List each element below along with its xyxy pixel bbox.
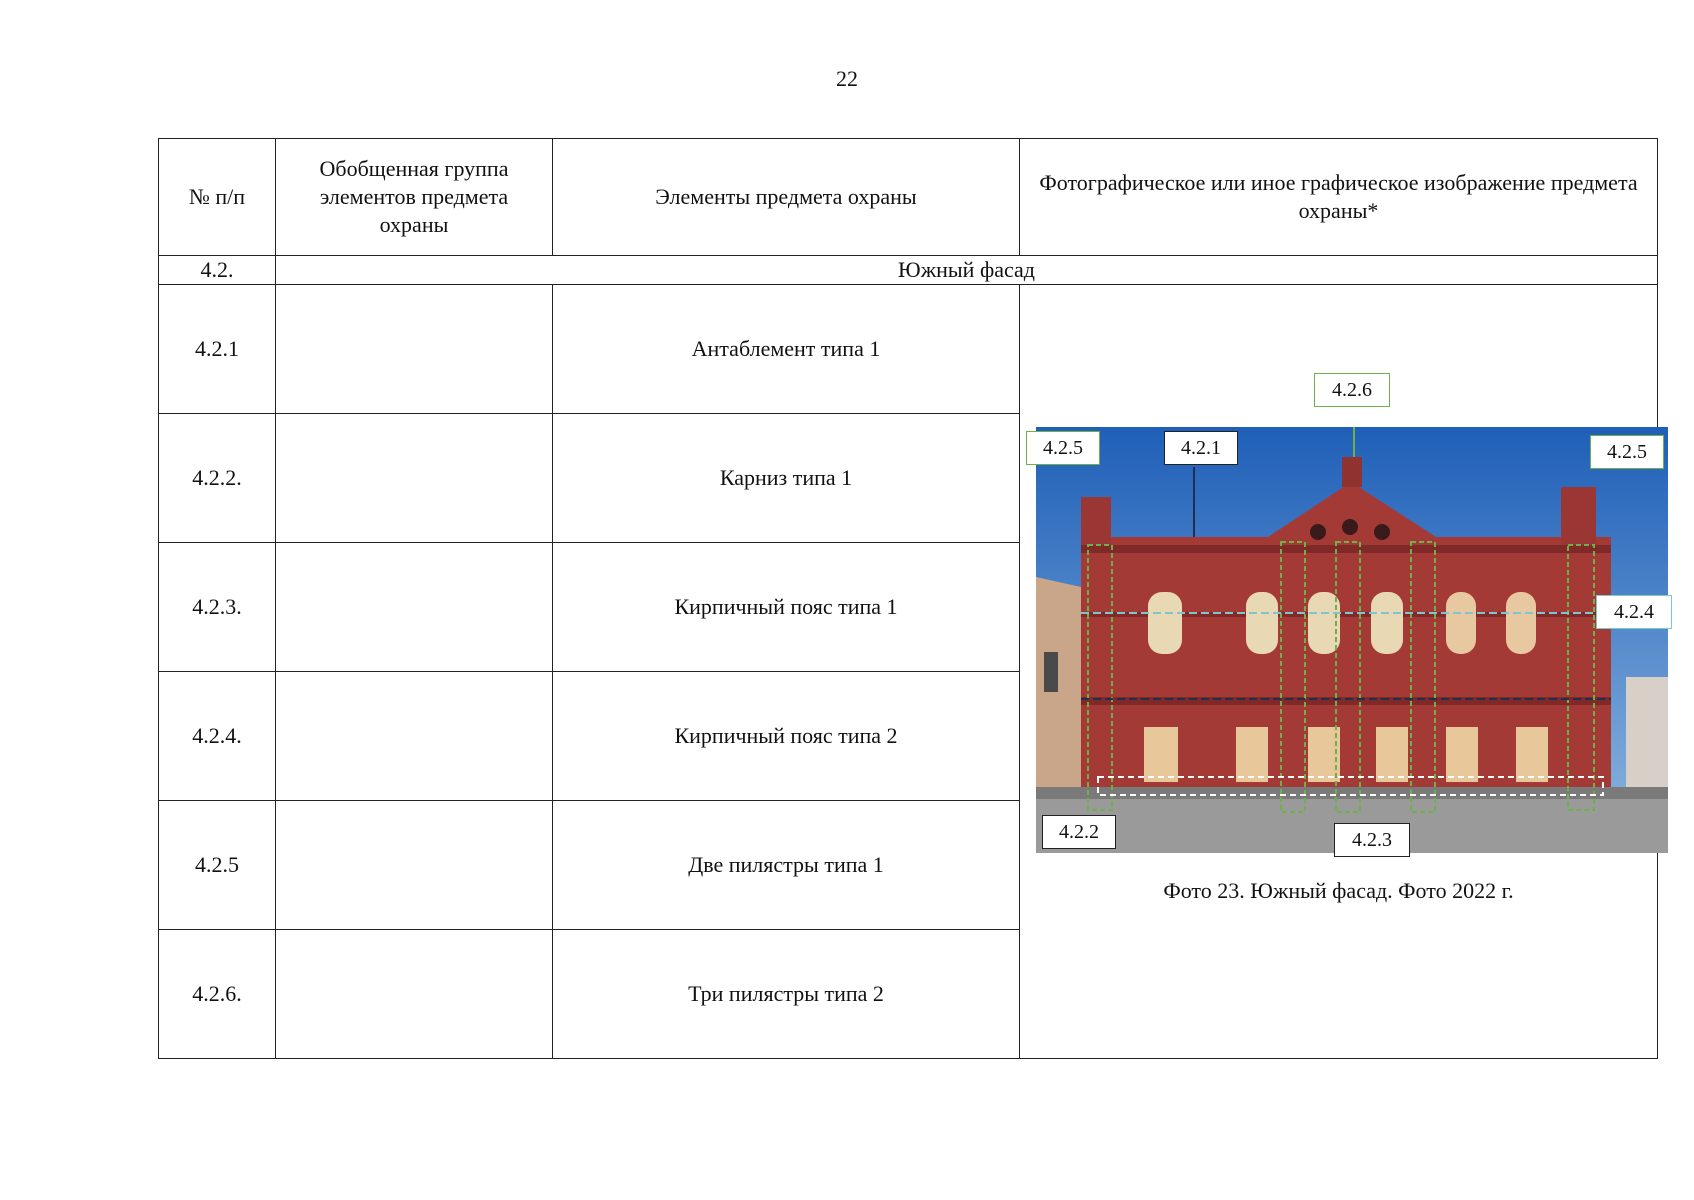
row-element: Антаблемент типа 1	[553, 285, 1020, 414]
section-row	[159, 256, 1658, 285]
row-number: 4.2.6.	[159, 930, 276, 1059]
row-group	[276, 285, 553, 414]
row-element: Кирпичный пояс типа 1	[553, 543, 1020, 672]
row-group	[276, 414, 553, 543]
row-element: Кирпичный пояс типа 2	[553, 672, 1020, 801]
header-elements: Элементы предмета охраны	[553, 139, 1020, 256]
header-number: № п/п	[159, 139, 276, 256]
protection-table	[158, 138, 1658, 1059]
header-photo: Фотографическое или иное графическое изображение предмета охраны*	[1020, 139, 1658, 256]
section-number: 4.2.	[159, 256, 276, 285]
row-number: 4.2.3.	[159, 543, 276, 672]
label-4-2-1: 4.2.1	[1164, 431, 1238, 465]
row-element: Карниз типа 1	[553, 414, 1020, 543]
photo-caption: Фото 23. Южный фасад. Фото 2022 г.	[1163, 878, 1514, 903]
row-element: Три пилястры типа 2	[553, 930, 1020, 1059]
table-header-row	[159, 139, 1658, 256]
table-row	[159, 285, 1658, 414]
header-group: Обобщенная группа элементов предмета охраны	[276, 139, 553, 256]
row-number: 4.2.1	[159, 285, 276, 414]
photo-container	[1020, 285, 1657, 1058]
label-4-2-4: 4.2.4	[1596, 595, 1672, 629]
row-number: 4.2.2.	[159, 414, 276, 543]
label-4-2-3: 4.2.3	[1334, 823, 1410, 857]
page-number: 22	[836, 66, 858, 91]
label-4-2-2: 4.2.2	[1042, 815, 1116, 849]
row-number: 4.2.5	[159, 801, 276, 930]
section-title: Южный фасад	[276, 256, 1658, 285]
photo-cell	[1020, 285, 1658, 1059]
label-4-2-6: 4.2.6	[1314, 373, 1390, 407]
row-number: 4.2.4.	[159, 672, 276, 801]
label-4-2-5-left: 4.2.5	[1026, 431, 1100, 465]
row-group	[276, 930, 553, 1059]
label-4-2-5-right: 4.2.5	[1590, 435, 1664, 469]
facade-photo	[1036, 427, 1668, 853]
row-group	[276, 672, 553, 801]
row-group	[276, 801, 553, 930]
row-group	[276, 543, 553, 672]
row-element: Две пилястры типа 1	[553, 801, 1020, 930]
